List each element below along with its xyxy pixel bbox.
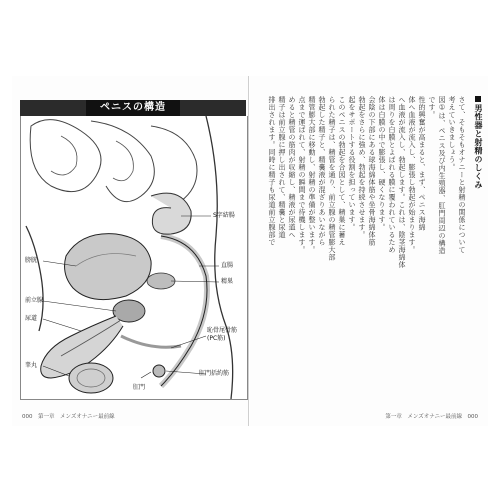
text-line: へ血液が流入し、勃起します。これは、陰茎海綿体 [398, 96, 406, 269]
text-line: 勃起した精子と、精嚢液が混ざりあいながら [318, 96, 326, 246]
label-anus: 肛門 [133, 384, 146, 391]
text-line: このペニスの勃起を合図として、精巣に蓄え [338, 96, 346, 246]
text-line: 体は白膜の中で膨張し、硬くなります。 [378, 96, 386, 231]
text-line: 精管膨大部に移動し、射精の準備が整います。 [308, 96, 316, 254]
footer-right: 第一章 メンズオナニー最前線 000 [385, 414, 478, 420]
text-line: 勃起をさらに強め、勃起を持続させます。 [358, 96, 366, 239]
label-prostate: 前立腺 [25, 297, 44, 304]
text-line: 精子は前立腺に押し出されて、精嚢と尿道 [278, 96, 286, 239]
label-seminal-vesicle: 精巣 [221, 278, 234, 285]
label-urethra: 尿道 [25, 315, 38, 322]
text-line: 体へ血液が流入し、膨張し勃起が始まります。 [408, 96, 416, 254]
text-line: 排出されます。同時に精子も尿道前立腺部で [268, 96, 276, 246]
figure-header-bar [20, 100, 246, 116]
label-s-colon: S字結腸 [213, 212, 235, 219]
text-line: 図①は、ペニス及び内生殖器、肛門周辺の構造 [438, 96, 446, 255]
left-page [12, 76, 249, 426]
text-line: さて、そもそもオナニーと射精の関係について [458, 96, 466, 254]
label-pubococcygeus: 恥骨尾骨筋 [207, 327, 238, 334]
heading-text: 男性器と射精のしくみ [474, 104, 483, 189]
anatomy-figure [20, 116, 248, 400]
body-text [256, 96, 482, 396]
text-line: 会陰の下部にある球海綿体筋や坐骨海綿体筋 [368, 96, 376, 246]
anatomy-illustration [21, 116, 247, 399]
text-line: 起をサポートする役割を担っています。 [348, 96, 356, 231]
label-rectum: 直腸 [221, 262, 234, 269]
text-line: 性的興奮が高まると、まず、ペニス海綿 [418, 96, 426, 231]
text-line: は周りを白膜とよばれる膜に覆われているため [388, 96, 396, 254]
label-pc-muscle: (PC筋) [207, 335, 226, 342]
label-anal-sphincter: 肛門括約筋 [199, 370, 230, 377]
label-bladder: 膀胱 [25, 257, 38, 264]
text-line: られた精子は、精管を通り、前立腺の精管膨大部 [328, 96, 336, 261]
text-line: めると精管の筋肉が収縮し、精液が尿道へ [288, 96, 296, 239]
text-line: です。 [428, 96, 436, 119]
text-line: 考えていきましょう。 [448, 96, 456, 171]
right-page [250, 76, 488, 426]
text-line: 点まで運ばれて、射精の瞬間まで待機します。 [298, 96, 306, 254]
footer-left: 000 第一章 メンズオナニー最前線 [22, 414, 115, 420]
label-testis: 睾丸 [25, 362, 38, 369]
figure-title: ペニスの構造 [86, 100, 180, 116]
